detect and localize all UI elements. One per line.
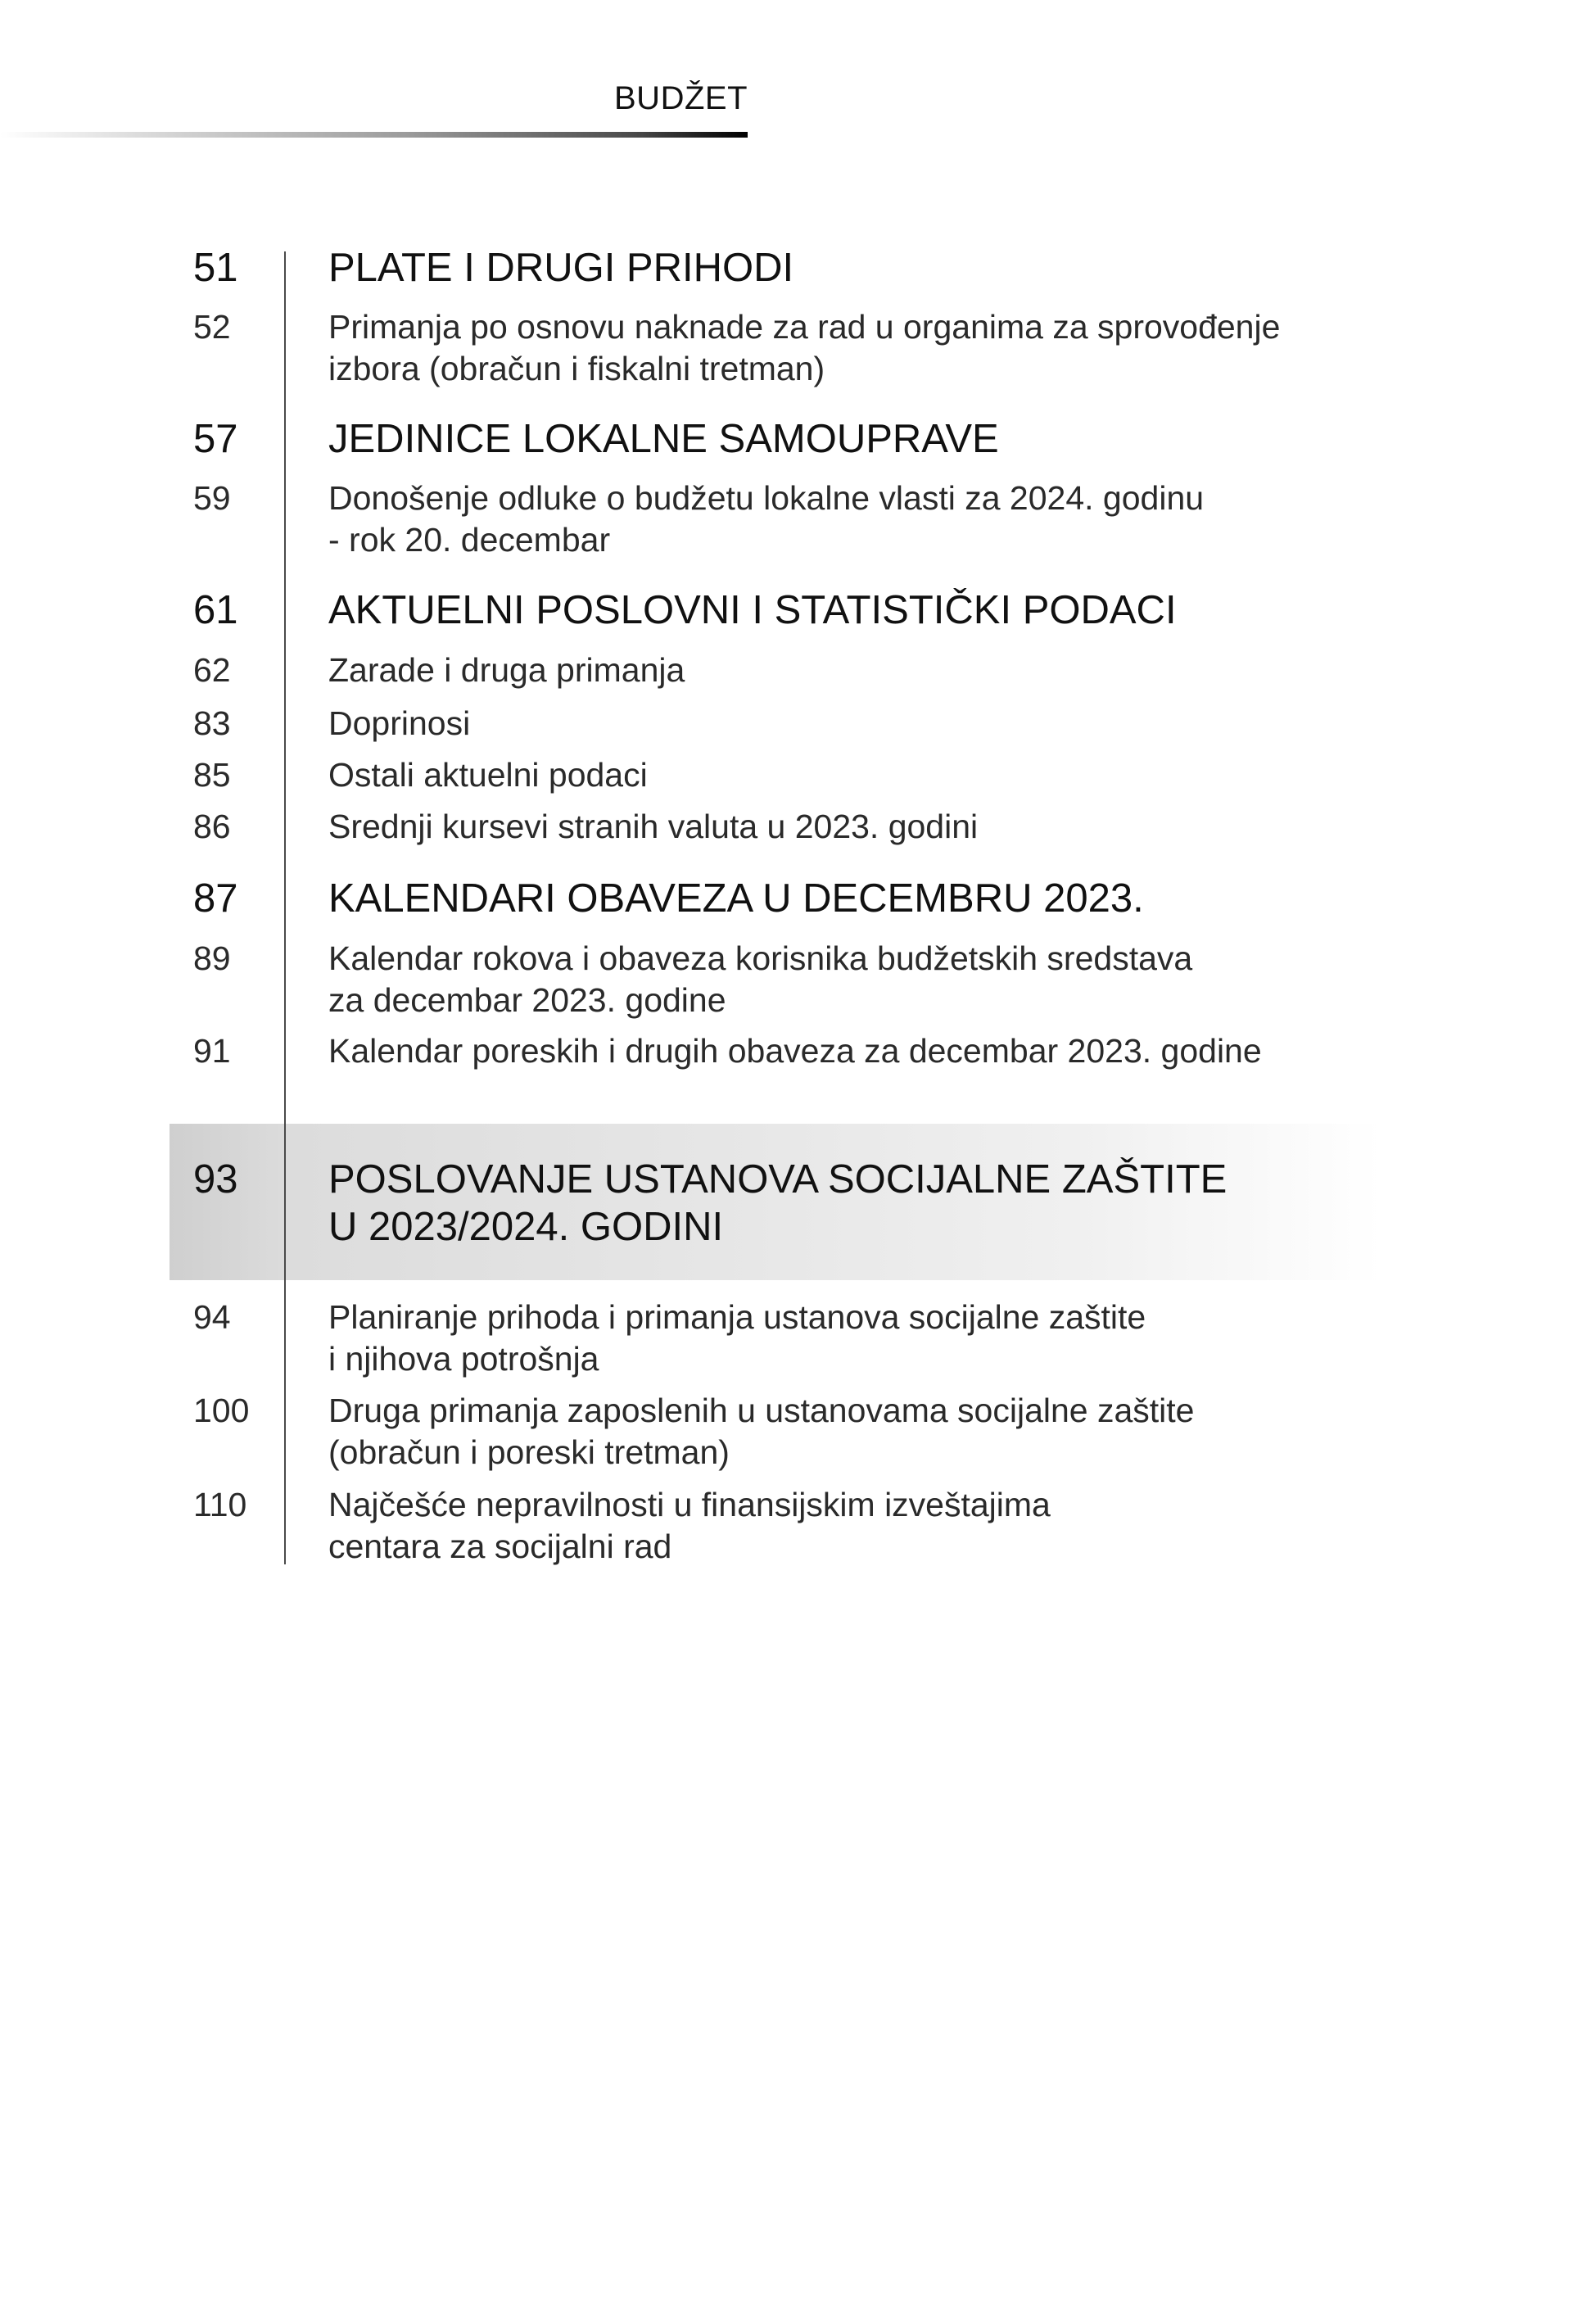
toc-entry-title [328,1484,1051,1568]
toc-page-number: 89 [193,939,231,977]
header-gradient-rule [0,132,748,138]
toc-page-number: 100 [193,1392,250,1429]
toc-entry-line: - rok 20. decembar [328,521,611,559]
toc-entry-line: Najčešće nepravilnosti u finansijskim izveštajima [328,1486,1051,1523]
toc-entry-title [328,703,470,745]
toc-page-number: 93 [193,1157,238,1202]
toc-entry-line: Kalendar rokova i obaveza korisnika budžetskih sredstava [328,939,1193,977]
toc-entry-line: Druga primanja zaposlenih u ustanovama socijalne zaštite [328,1392,1195,1429]
toc-page-number: 110 [193,1486,247,1523]
toc-entry-title [328,1030,1262,1072]
toc-entry-line: Donošenje odluke o budžetu lokalne vlasti za 2024. godinu [328,479,1205,517]
toc-page-number: 57 [193,417,238,461]
toc-entry-title [328,1297,1146,1380]
toc-entry-line: Ostali aktuelni podaci [328,756,648,794]
toc-entry-line: PLATE I DRUGI PRIHODI [328,246,794,290]
toc-entry-line: KALENDARI OBAVEZA U DECEMBRU 2023. [328,876,1144,921]
toc-page-number: 62 [193,651,231,689]
toc-entry-title [328,586,1177,634]
toc-page-number: 91 [193,1032,231,1070]
toc-entry-title [328,754,648,796]
toc-page-number: 61 [193,588,238,632]
toc-entry-line: U 2023/2024. GODINI [328,1205,724,1249]
toc-entry-line: i njihova potrošnja [328,1340,599,1378]
toc-entry-title [328,875,1144,922]
toc-page-number: 51 [193,246,238,290]
toc-entry-line: POSLOVANJE USTANOVA SOCIJALNE ZAŠTITE [328,1157,1228,1202]
toc-entry-line: Planiranje prihoda i primanja ustanova socijalne zaštite [328,1298,1146,1336]
toc-page-number: 87 [193,876,238,921]
toc-page-number: 86 [193,808,231,845]
toc-entry-title [328,1390,1194,1473]
toc-entry-line: Srednji kursevi stranih valuta u 2023. godini [328,808,979,845]
toc-entry-line: Kalendar poreskih i drugih obaveza za decembar 2023. godine [328,1032,1262,1070]
toc-page-number: 83 [193,704,231,742]
toc-entry-title [328,415,999,463]
toc-page-number: 85 [193,756,231,794]
toc-entry-line: centara za socijalni rad [328,1528,672,1565]
toc-entry-line: (obračun i poreski tretman) [328,1433,730,1471]
toc-entry-title [328,478,1204,561]
toc-entry-line: izbora (obračun i fiskalni tretman) [328,350,825,387]
toc-page-number: 52 [193,308,231,346]
toc-page-number: 59 [193,479,231,517]
toc-entry-line: Zarade i druga primanja [328,651,685,689]
toc-entry-line: AKTUELNI POSLOVNI I STATISTIČKI PODACI [328,588,1177,632]
toc-page-number: 94 [193,1298,231,1336]
toc-entry-line: JEDINICE LOKALNE SAMOUPRAVE [328,417,999,461]
toc-entry-title [328,806,978,848]
toc-entry-title [328,1156,1227,1251]
toc-entry-title [328,650,685,691]
toc-entry-title [328,306,1280,390]
toc-vertical-divider [284,251,286,1564]
toc-entry-line: Doprinosi [328,704,471,742]
toc-entry-line: za decembar 2023. godine [328,981,726,1019]
running-head-title: BUDŽET [614,80,748,116]
toc-entry-title [328,938,1192,1021]
toc-entry-line: Primanja po osnovu naknade za rad u organima za sprovođenje [328,308,1281,346]
toc-entry-title [328,244,793,292]
